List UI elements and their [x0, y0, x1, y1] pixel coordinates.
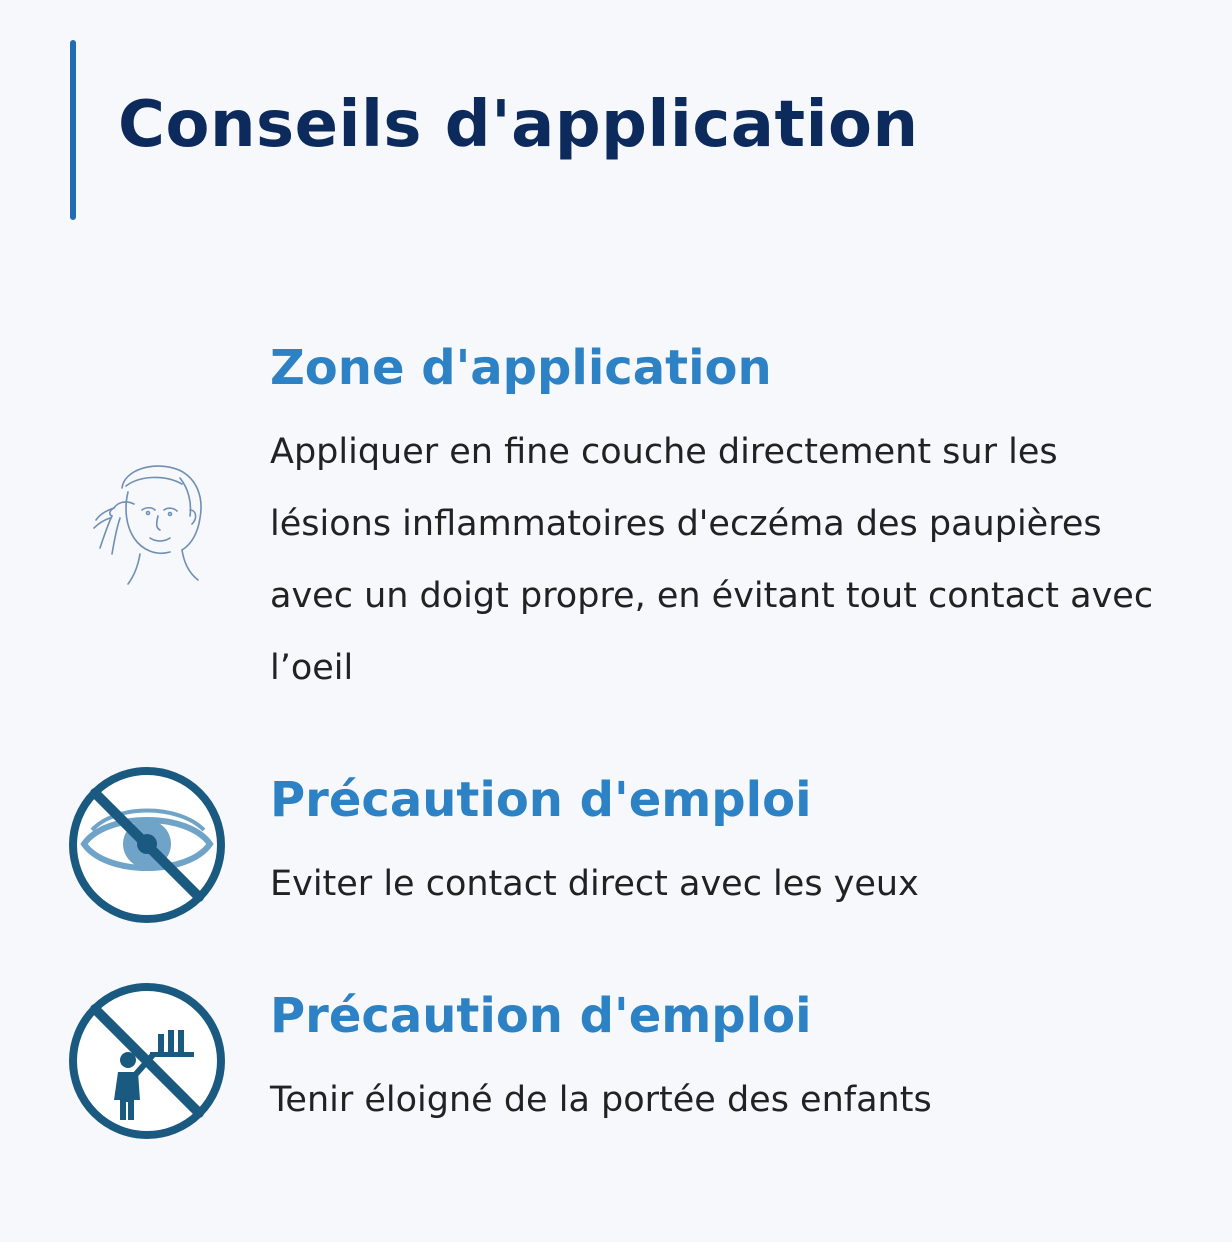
- no-eye-contact-icon: [66, 764, 228, 930]
- face-applying-cream-icon: [84, 458, 208, 590]
- section-heading: Précaution d'emploi: [270, 772, 812, 828]
- section-heading: Zone d'application: [270, 340, 772, 396]
- section-text: Eviter le contact direct avec les yeux: [270, 864, 919, 904]
- section-heading: Précaution d'emploi: [270, 988, 812, 1044]
- page-title: Conseils d'application: [118, 88, 919, 162]
- section-text: Appliquer en fine couche directement sur les lésions inflammatoires d'eczéma des paupières avec un doigt propre, en évitant tout contact avec l’oeil: [270, 432, 1154, 688]
- keep-away-from-children-icon: [66, 980, 228, 1146]
- title-accent-bar: [70, 40, 76, 220]
- section-text: Tenir éloigné de la portée des enfants: [270, 1080, 932, 1120]
